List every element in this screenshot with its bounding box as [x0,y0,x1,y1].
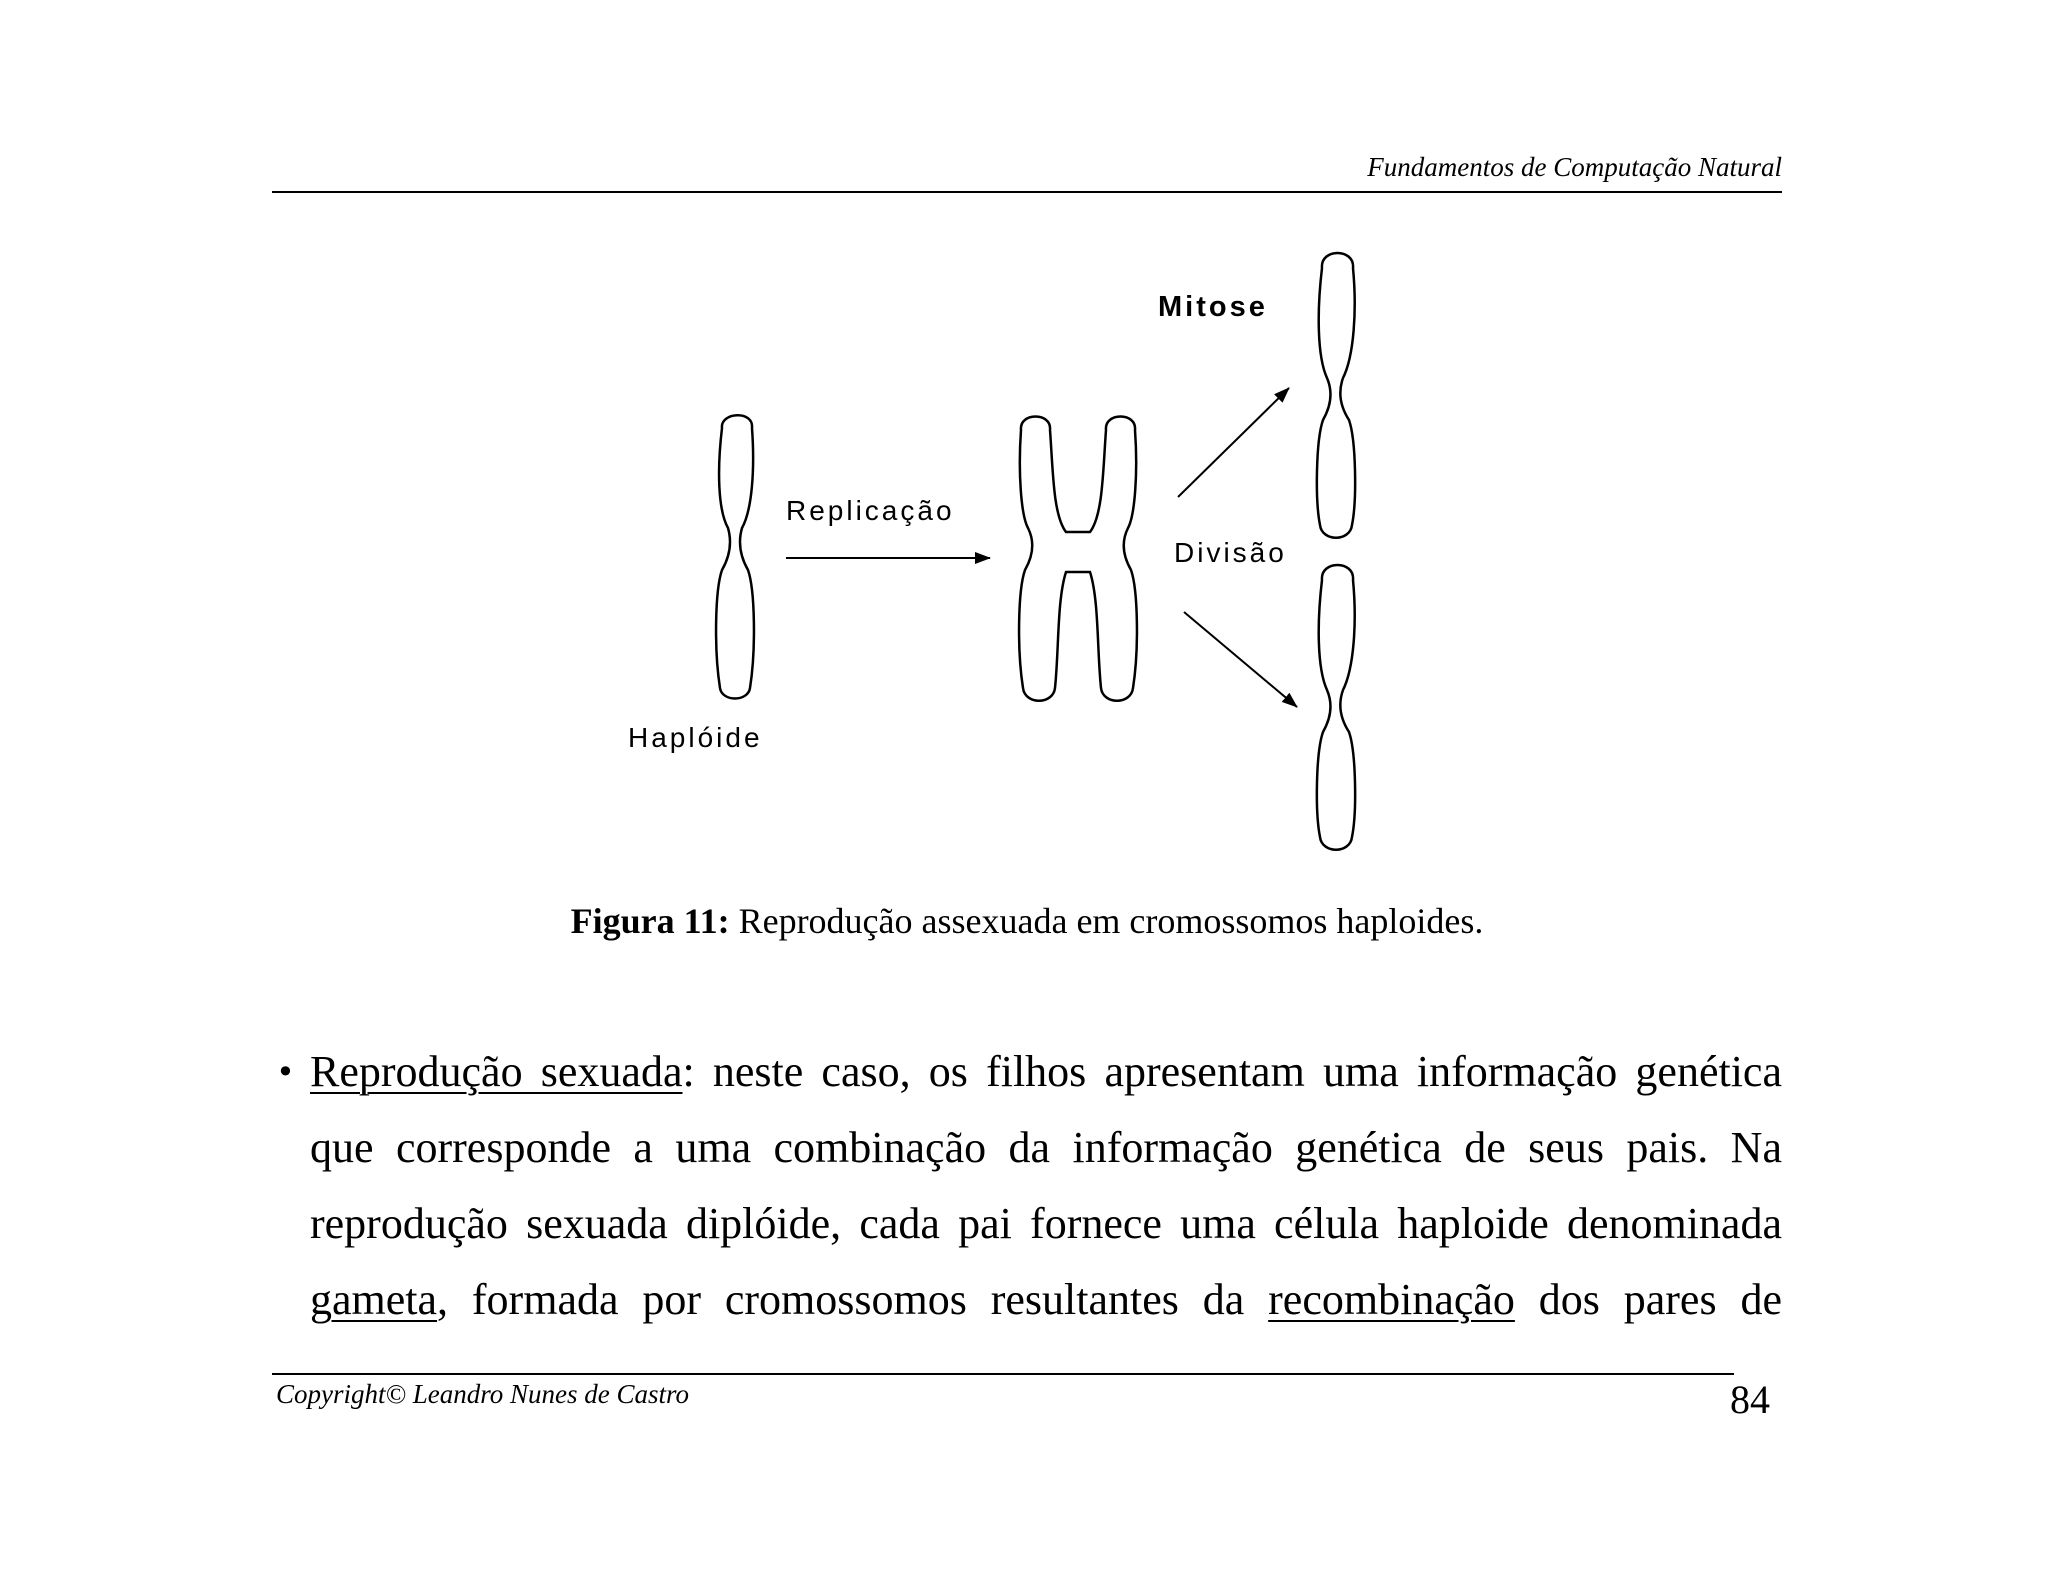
figure-caption [272,900,1782,942]
bullet-marker: • [276,1053,295,1091]
label-replicacao: Replicação [786,495,955,526]
body-paragraph [310,1034,1782,1338]
body-line-4-mid: , formada por cromossomos resultantes da [437,1275,1269,1324]
body-line-4-end: dos pares de [1514,1275,1782,1324]
term-reproducao-sexuada: Reprodução sexuada [310,1047,683,1096]
division-arrow-up [1178,388,1289,497]
caption-text: Reprodução assexuada em cromossomos haploides. [729,901,1484,941]
label-haploide: Haplóide [628,722,763,753]
body-line-3: reprodução sexuada diplóide, cada pai fornece uma célula haploide denominada [310,1199,1782,1248]
term-gameta: gameta [310,1275,438,1324]
body-line-2: que corresponde a uma combinação da informação genética de seus pais. Na [310,1123,1782,1172]
haploid-chromosome [716,415,754,698]
label-mitose: Mitose [1158,291,1268,323]
footer-rule [272,1373,1734,1375]
running-header: Fundamentos de Computação Natural [1367,152,1782,182]
division-arrow-down [1184,612,1297,707]
footer-copyright: Copyright© Leandro Nunes de Castro [276,1379,690,1409]
page-number: 84 [1730,1377,1770,1422]
daughter-chromosome-top [1317,253,1355,538]
daughter-chromosome-bottom [1317,565,1355,850]
body-line-1-rest: : neste caso, os filhos apresentam uma informação genética [682,1047,1782,1096]
caption-label: Figura 11: [570,901,730,941]
term-recombinacao: recombinação [1268,1275,1515,1324]
replicated-chromosome [1019,417,1137,701]
body-line-4 [310,1262,1782,1338]
label-divisao: Divisão [1174,537,1287,568]
body-line-1 [310,1034,1782,1110]
